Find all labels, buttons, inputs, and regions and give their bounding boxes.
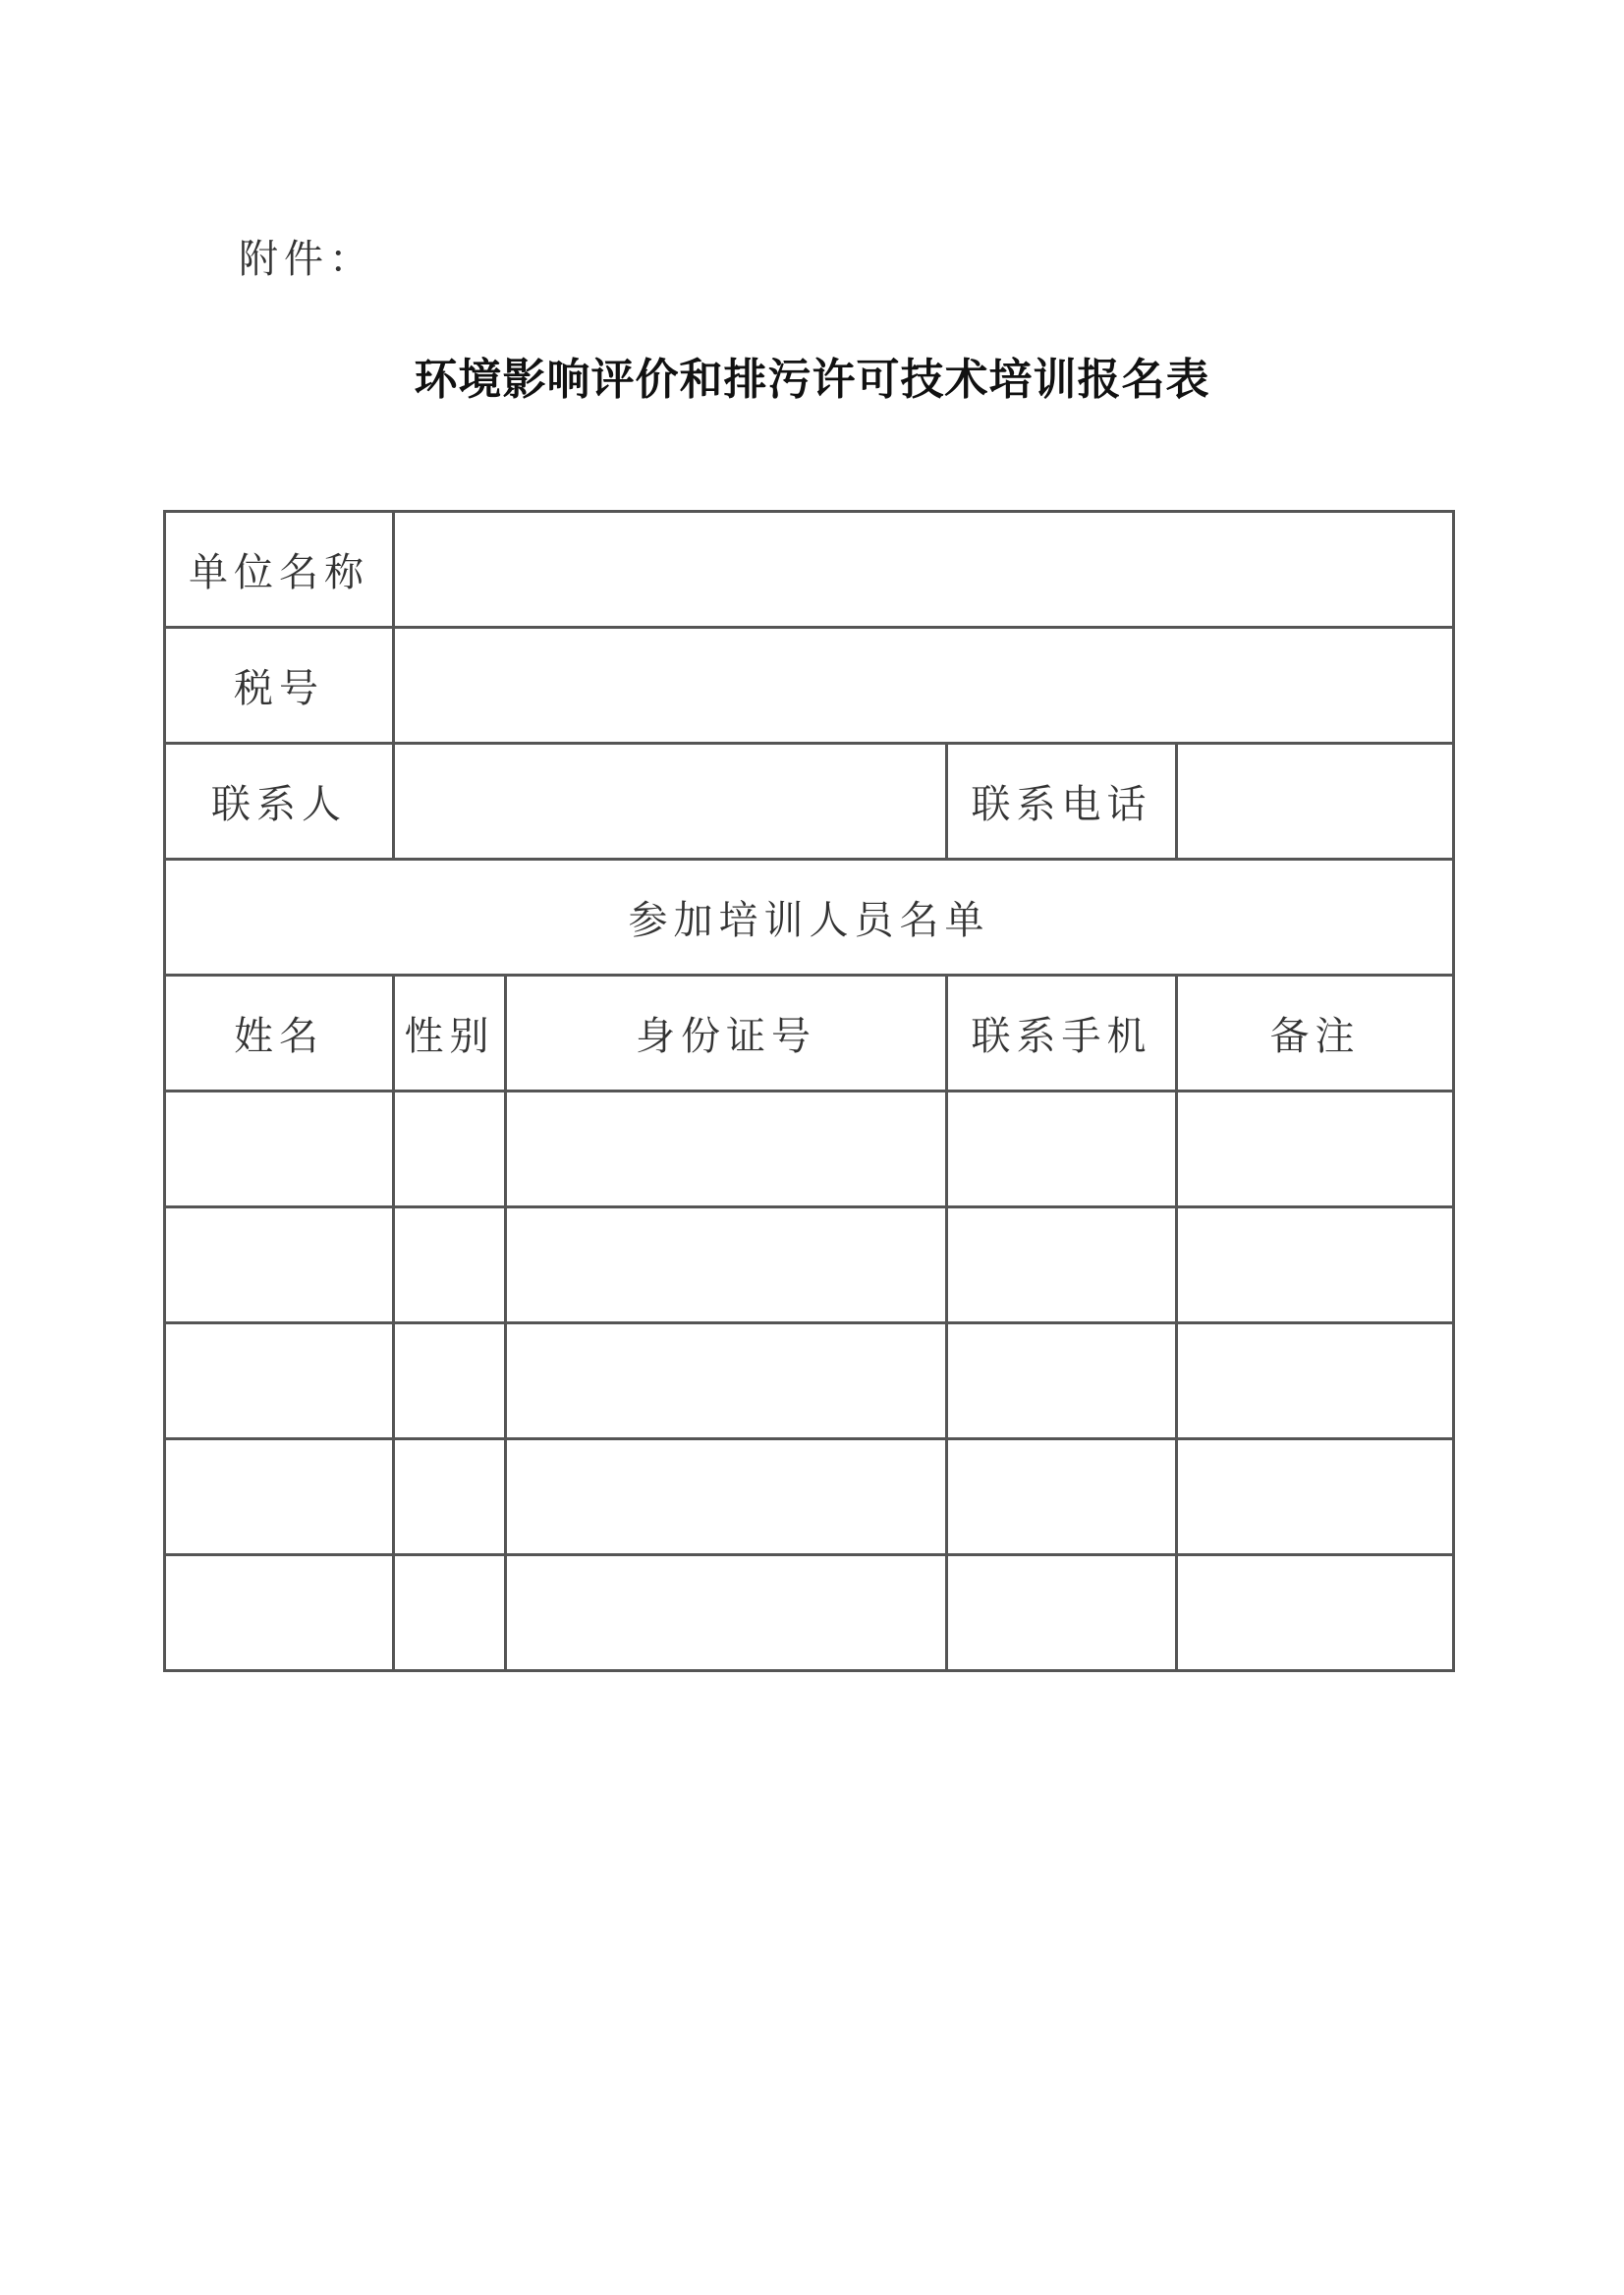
contact-field[interactable] [394,744,947,860]
participant-remarks-cell[interactable] [1177,1323,1454,1439]
participant-gender-cell[interactable] [394,1323,506,1439]
participant-gender-cell[interactable] [394,1439,506,1555]
participant-mobile-cell[interactable] [947,1555,1177,1671]
column-header-mobile: 联系手机 [947,976,1177,1092]
contact-row [165,744,1454,860]
participant-row [165,1207,1454,1323]
participant-gender-cell[interactable] [394,1092,506,1207]
participants-heading-row [165,860,1454,976]
tax-id-field[interactable] [394,628,1454,744]
participant-id-number-cell[interactable] [506,1092,947,1207]
participant-remarks-cell[interactable] [1177,1092,1454,1207]
org-name-field[interactable] [394,512,1454,628]
participants-heading: 参加培训人员名单 [165,860,1454,976]
tax-id-label: 税号 [165,628,394,744]
participant-remarks-cell[interactable] [1177,1439,1454,1555]
participant-name-cell[interactable] [165,1555,394,1671]
org-name-label: 单位名称 [165,512,394,628]
participant-mobile-cell[interactable] [947,1439,1177,1555]
participant-name-cell[interactable] [165,1092,394,1207]
contact-label: 联系人 [165,744,394,860]
participant-row [165,1323,1454,1439]
registration-form-table [163,510,1455,1672]
participant-row [165,1439,1454,1555]
tax-id-row [165,628,1454,744]
participant-remarks-cell[interactable] [1177,1555,1454,1671]
participant-row [165,1555,1454,1671]
participant-mobile-cell[interactable] [947,1092,1177,1207]
column-header-id-number: 身份证号 [506,976,947,1092]
participant-mobile-cell[interactable] [947,1323,1177,1439]
participant-row [165,1092,1454,1207]
column-header-name: 姓名 [165,976,394,1092]
participant-gender-cell[interactable] [394,1555,506,1671]
participant-id-number-cell[interactable] [506,1323,947,1439]
column-header-remarks: 备注 [1177,976,1454,1092]
participant-name-cell[interactable] [165,1207,394,1323]
participant-id-number-cell[interactable] [506,1439,947,1555]
column-header-gender: 性别 [394,976,506,1092]
form-title: 环境影响评价和排污许可技术培训报名表 [414,355,1210,405]
participant-id-number-cell[interactable] [506,1555,947,1671]
participant-name-cell[interactable] [165,1439,394,1555]
participant-name-cell[interactable] [165,1323,394,1439]
participant-id-number-cell[interactable] [506,1207,947,1323]
participant-mobile-cell[interactable] [947,1207,1177,1323]
participant-gender-cell[interactable] [394,1207,506,1323]
contact-phone-field[interactable] [1177,744,1454,860]
contact-phone-label: 联系电话 [947,744,1177,860]
org-name-row [165,512,1454,628]
participants-header-row [165,976,1454,1092]
participant-remarks-cell[interactable] [1177,1207,1454,1323]
attachment-label: 附件： [239,237,374,282]
